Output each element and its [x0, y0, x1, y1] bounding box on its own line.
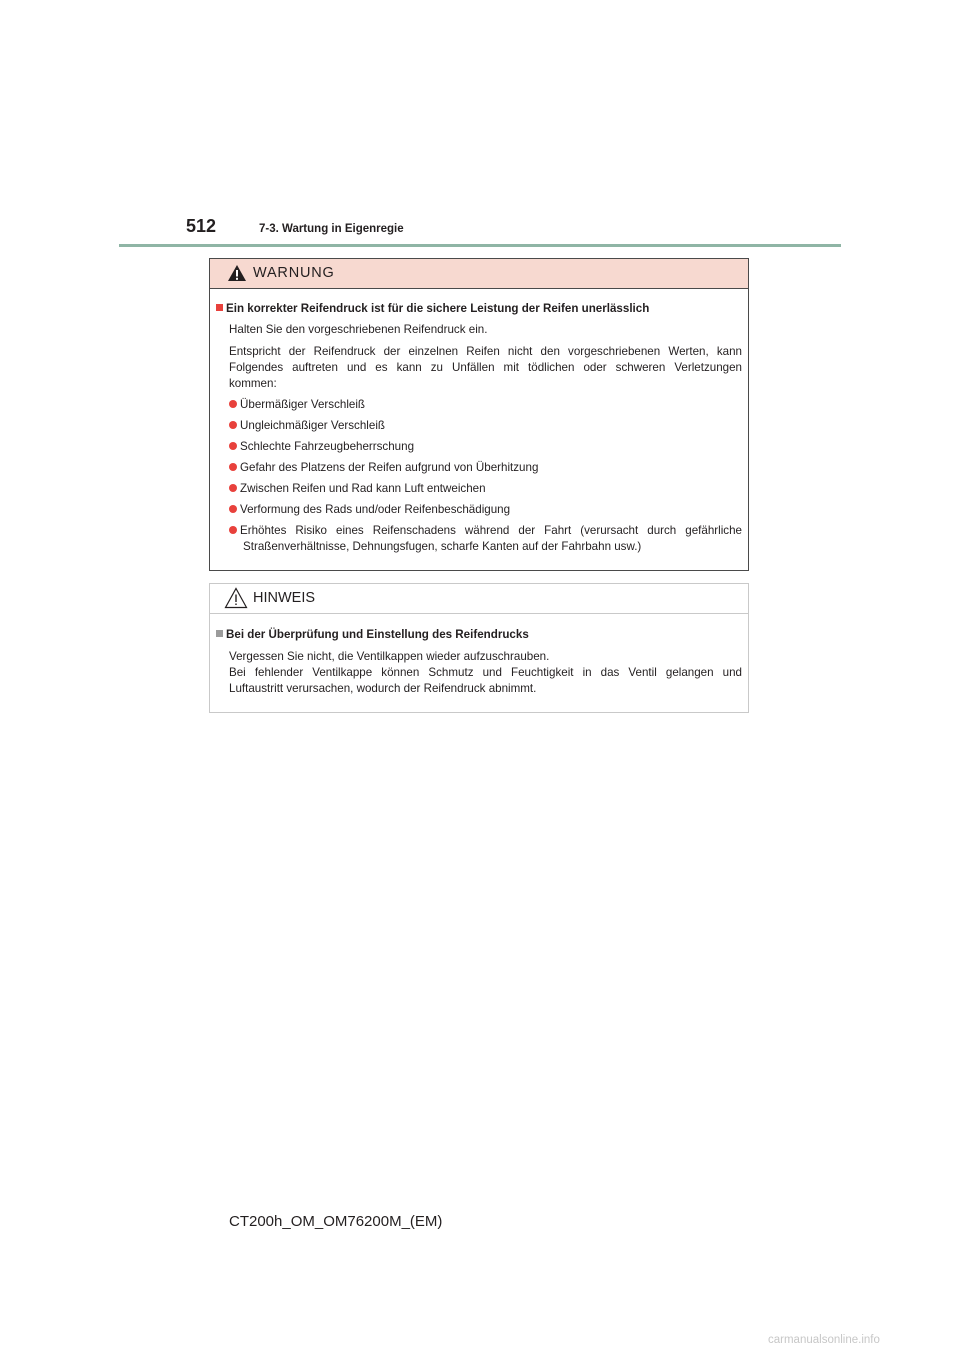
warning-bullet-last-line-1: Erhöhtes Risiko eines Reifenschadens während der Fahrt (verursacht durch gefährliche: [229, 523, 742, 539]
red-bullet-icon: [229, 400, 237, 408]
warning-para-1: Halten Sie den vorgeschriebenen Reifendruck ein.: [229, 323, 488, 336]
notice-box: [209, 583, 749, 713]
notice-header: [210, 584, 748, 614]
red-bullet-icon: [229, 484, 237, 492]
red-bullet-icon: [229, 505, 237, 513]
watermark: carmanualsonline.info: [768, 1334, 880, 1346]
warning-bullet: Zwischen Reifen und Rad kann Luft entweichen: [229, 481, 742, 497]
warning-box: [209, 258, 749, 571]
warning-title: WARNUNG: [253, 265, 335, 281]
warning-bullet: Gefahr des Platzens der Reifen aufgrund von Überhitzung: [229, 460, 742, 476]
red-bullet-icon: [229, 463, 237, 471]
warning-bullet: Übermäßiger Verschleiß: [229, 397, 742, 413]
footer-doc-code: CT200h_OM_OM76200M_(EM): [229, 1213, 443, 1230]
warning-para-2-line-3: kommen:: [229, 377, 277, 390]
warning-header: [210, 259, 748, 289]
caution-triangle-outline-icon: [224, 587, 248, 614]
notice-line-1: Vergessen Sie nicht, die Ventilkappen wieder aufzuschrauben.: [229, 650, 550, 663]
gray-square-marker-icon: [216, 630, 223, 637]
page-number: 512: [186, 216, 217, 236]
warning-bullet: Verformung des Rads und/oder Reifenbeschädigung: [229, 502, 742, 518]
notice-line-2: Bei fehlender Ventilkappe können Schmutz und Feuchtigkeit in das Ventil gelangen und: [229, 666, 742, 679]
red-bullet-icon: [229, 526, 237, 534]
warning-bullet-last-line-2: Straßenverhältnisse, Dehnungsfugen, scharfe Kanten auf der Fahrbahn usw.): [243, 540, 642, 553]
warning-para-2-line-1: Entspricht der Reifendruck der einzelnen Reifen nicht den vorgeschriebenen Werten, kann: [229, 345, 742, 358]
red-bullet-icon: [229, 442, 237, 450]
notice-line-3: Luftaustritt verursachen, wodurch der Reifendruck abnimmt.: [229, 682, 537, 695]
warning-para-2-line-2: Folgendes auftreten und es kann zu Unfällen mit tödlichen oder schweren Verletzungen: [229, 361, 742, 374]
warning-bullet: Ungleichmäßiger Verschleiß: [229, 418, 742, 434]
warning-bullet: Schlechte Fahrzeugbeherrschung: [229, 439, 742, 455]
warning-triangle-icon: [227, 264, 247, 287]
notice-title: HINWEIS: [253, 590, 316, 606]
red-square-marker-icon: [216, 304, 223, 311]
red-bullet-icon: [229, 421, 237, 429]
header-rule: [119, 244, 841, 247]
section-title: 7-3. Wartung in Eigenregie: [259, 223, 404, 235]
warning-heading: Ein korrekter Reifendruck ist für die sichere Leistung der Reifen unerlässlich: [216, 301, 742, 317]
notice-heading: Bei der Überprüfung und Einstellung des Reifendrucks: [216, 627, 742, 643]
